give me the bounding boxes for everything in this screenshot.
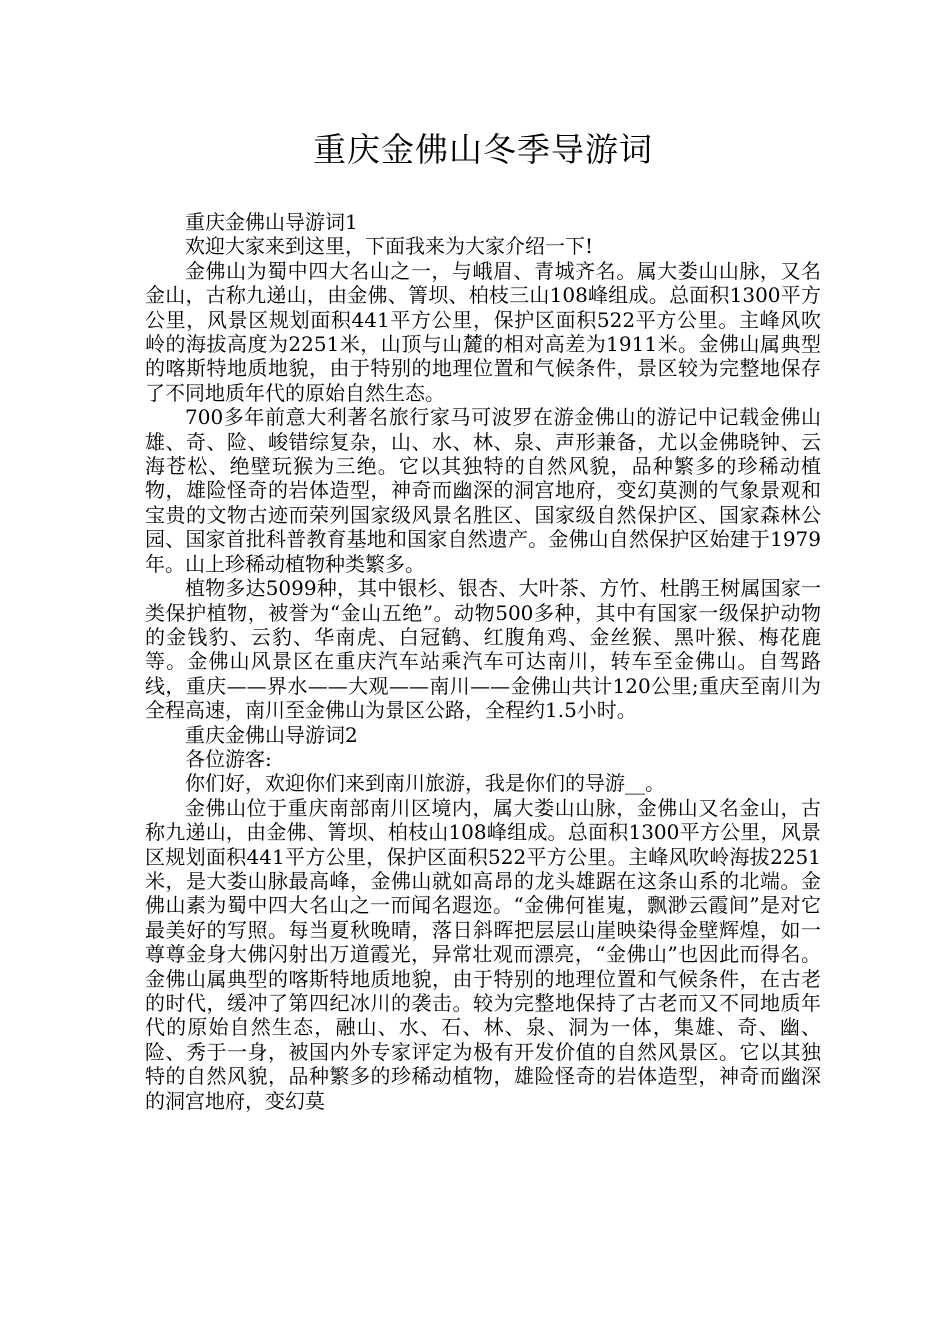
document-title: 重庆金佛山冬季导游词 [313,130,653,169]
paragraph: 植物多达5099种，其中银杉、银杏、大叶茶、方竹、杜鹃王树属国家一类保护植物，被誉为“金山五绝”。动物500多种，其中有国家一级保护动物的金钱豹、云豹、华南虎、白冠鹤、红腹角鸡、金丝猴、黑叶猴、梅花鹿等。金佛山风景区在重庆汽车站乘汽车可达南川，转车至金佛山。自驾路线，重庆——界水——大观——南川——金佛山共计120公里;重庆至南川为全程高速，南川至金佛山为景区公路，全程约1.5小时。 [145,576,821,723]
document-body [145,210,821,1113]
paragraph: 各位游客: [185,746,272,771]
section-heading-2: 重庆金佛山导游词2 [185,722,358,747]
section-heading-1: 重庆金佛山导游词1 [185,210,358,234]
paragraph: 700多年前意大利著名旅行家马可波罗在游金佛山的游记中记载金佛山雄、奇、险、峻错综复杂，山、水、林、泉、声形兼备，尤以金佛晓钟、云海苍松、绝壁玩猴为三绝。它以其独特的自然风貌，品种繁多的珍稀动植物，雄险怪奇的岩体造型，神奇而幽深的洞宫地府，变幻莫测的气象景观和宝贵的文物古迹而荣列国家级风景名胜区、国家级自然保护区、国家森林公园、国家首批科普教育基地和国家自然遗产。金佛山自然保护区始建于1979年。山上珍稀动植物种类繁多。 [145,405,821,576]
paragraph: 你们好，欢迎你们来到南川旅游，我是你们的导游__。 [185,771,665,796]
paragraph: 金佛山为蜀中四大名山之一，与峨眉、青城齐名。属大娄山山脉，又名金山，古称九递山，由金佛、箐坝、柏枝三山108峰组成。总面积1300平方公里，风景区规划面积441平方公里，保护区面积522平方公里。主峰风吹岭的海拔高度为2251米，山顶与山麓的相对高差为1911米。金佛山属典型的喀斯特地质地貌，由于特别的地理位置和气候条件，景区较为完整地保存了不同地质年代的原始自然生态。 [145,258,821,405]
paragraph: 欢迎大家来到这里，下面我来为大家介绍一下! [185,234,594,259]
document-page [145,128,821,1113]
paragraph: 金佛山位于重庆南部南川区境内，属大娄山山脉，金佛山又名金山，古称九递山，由金佛、箐坝、柏枝山108峰组成。总面积1300平方公里，风景区规划面积441平方公里，保护区面积522平方公里。主峰风吹岭海拔2251米，是大娄山脉最高峰，金佛山就如高昂的龙头雄踞在这条山系的北端。金佛山素为蜀中四大名山之一而闻名遐迩。“金佛何崔嵬，飘渺云霞间”是对它最美好的写照。每当夏秋晚晴，落日斜晖把层层山崖映染得金壁辉煌，如一尊尊金身大佛闪射出万道霞光，异常壮观而漂亮，“金佛山”也因此而得名。金佛山属典型的喀斯特地质地貌，由于特别的地理位置和气候条件，在古老的时代，缓冲了第四纪冰川的袭击。较为完整地保持了古老而又不同地质年代的原始自然生态，融山、水、石、林、泉、洞为一体，集雄、奇、幽、险、秀于一身，被国内外专家评定为极有开发价值的自然风景区。它以其独特的自然风貌，品种繁多的珍稀动植物，雄险怪奇的岩体造型，神奇而幽深的洞宫地府，变幻莫 [145,795,821,1113]
